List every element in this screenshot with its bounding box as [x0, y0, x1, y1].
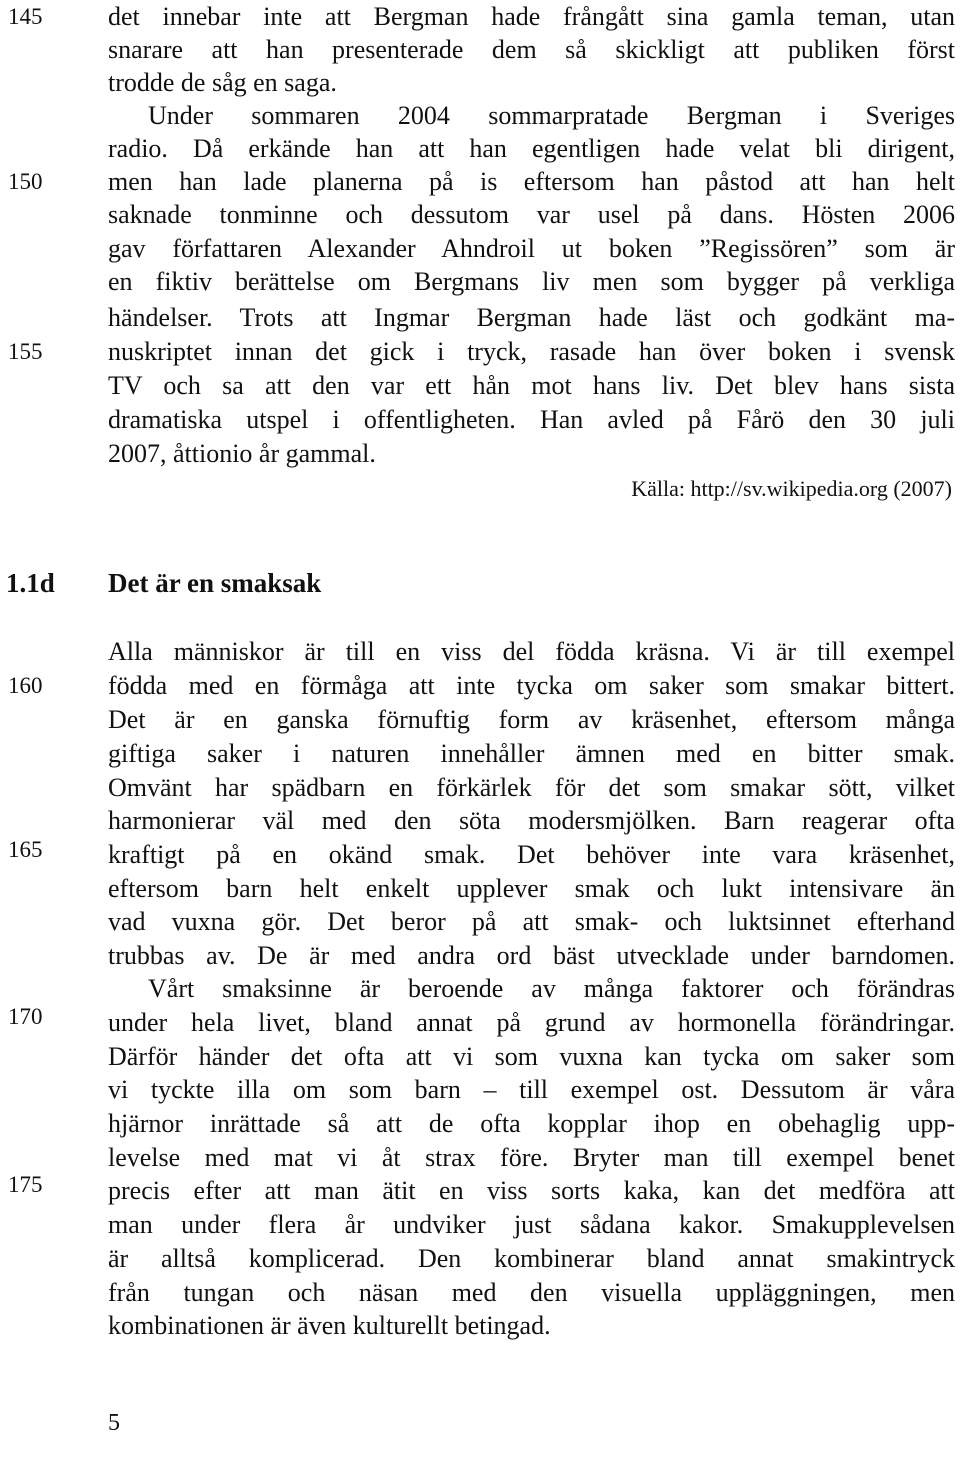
body-text-line: radio. Då erkände han att han egentligen hade velat bli dirigent,	[108, 134, 955, 163]
page-number: 5	[108, 1410, 120, 1436]
body-text-line: vi tyckte illa om som barn – till exempel ost. Dessutom är våra	[108, 1075, 955, 1104]
body-text-line: kraftigt på en okänd smak. Det behöver inte vara kräsenhet,	[108, 840, 955, 869]
body-text-line: Vårt smaksinne är beroende av många faktorer och förändras	[148, 974, 955, 1003]
body-text-line: levelse med mat vi åt strax före. Bryter man till exempel benet	[108, 1143, 955, 1172]
line-number: 155	[8, 339, 43, 364]
body-text-line: man under flera år undviker just sådana kakor. Smakupplevelsen	[108, 1210, 955, 1239]
line-number: 150	[8, 169, 43, 194]
source-citation: Källa: http://sv.wikipedia.org (2007)	[631, 476, 952, 501]
body-text-line: snarare att han presenterade dem så skickligt att publiken först	[108, 35, 955, 64]
body-text-line: Det är en ganska förnuftig form av kräsenhet, eftersom många	[108, 705, 955, 734]
body-text-line: trubbas av. De är med andra ord bäst utvecklade under barndomen.	[108, 941, 955, 970]
line-number: 175	[8, 1172, 43, 1197]
body-text-line: Alla människor är till en viss del födda kräsna. Vi är till exempel	[108, 637, 955, 666]
body-text-line: Omvänt har spädbarn en förkärlek för det som smakar sött, vilket	[108, 773, 955, 802]
body-text-line: saknade tonminne och dessutom var usel på dans. Hösten 2006	[108, 200, 955, 229]
body-text-line: kombinationen är även kulturellt betingad.	[108, 1311, 551, 1340]
body-text-line: är alltså komplicerad. Den kombinerar bland annat smakintryck	[108, 1244, 955, 1273]
body-text-line: nuskriptet innan det gick i tryck, rasade han över boken i svensk	[108, 337, 955, 366]
body-text-line: från tungan och näsan med den visuella uppläggningen, men	[108, 1278, 955, 1307]
body-text-line: giftiga saker i naturen innehåller ämnen med en bitter smak.	[108, 739, 955, 768]
body-text-line: Under sommaren 2004 sommarpratade Bergman i Sveriges	[148, 101, 955, 130]
body-text-line: dramatiska utspel i offentligheten. Han avled på Fårö den 30 juli	[108, 405, 955, 434]
line-number: 160	[8, 673, 43, 698]
body-text-line: en fiktiv berättelse om Bergmans liv men som bygger på verkliga	[108, 267, 955, 296]
body-text-line: vad vuxna gör. Det beror på att smak- och luktsinnet efterhand	[108, 907, 955, 936]
body-text-line: gav författaren Alexander Ahndroil ut boken ”Regissören” som är	[108, 234, 955, 263]
line-number: 170	[8, 1004, 43, 1029]
line-number: 165	[8, 837, 43, 862]
body-text-line: hjärnor inrättade så att de ofta kopplar ihop en obehaglig upp-	[108, 1109, 955, 1138]
body-text-line: det innebar inte att Bergman hade frångått sina gamla teman, utan	[108, 2, 955, 31]
body-text-line: händelser. Trots att Ingmar Bergman hade läst och godkänt ma-	[108, 303, 955, 332]
body-text-line: trodde de såg en saga.	[108, 68, 337, 97]
body-text-line: TV och sa att den var ett hån mot hans liv. Det blev hans sista	[108, 371, 955, 400]
body-text-line: 2007, åttionio år gammal.	[108, 439, 376, 468]
body-text-line: under hela livet, bland annat på grund av hormonella förändringar.	[108, 1008, 955, 1037]
body-text-line: födda med en förmåga att inte tycka om saker som smakar bittert.	[108, 671, 955, 700]
section-number: 1.1d	[6, 568, 55, 598]
body-text-line: precis efter att man ätit en viss sorts kaka, kan det medföra att	[108, 1176, 955, 1205]
body-text-line: eftersom barn helt enkelt upplever smak och lukt intensivare än	[108, 874, 955, 903]
body-text-line: Därför händer det ofta att vi som vuxna kan tycka om saker som	[108, 1042, 955, 1071]
body-text-line: harmonierar väl med den söta modersmjölken. Barn reagerar ofta	[108, 806, 955, 835]
line-number: 145	[8, 4, 43, 29]
section-title: Det är en smaksak	[108, 568, 322, 598]
body-text-line: men han lade planerna på is eftersom han påstod att han helt	[108, 167, 955, 196]
